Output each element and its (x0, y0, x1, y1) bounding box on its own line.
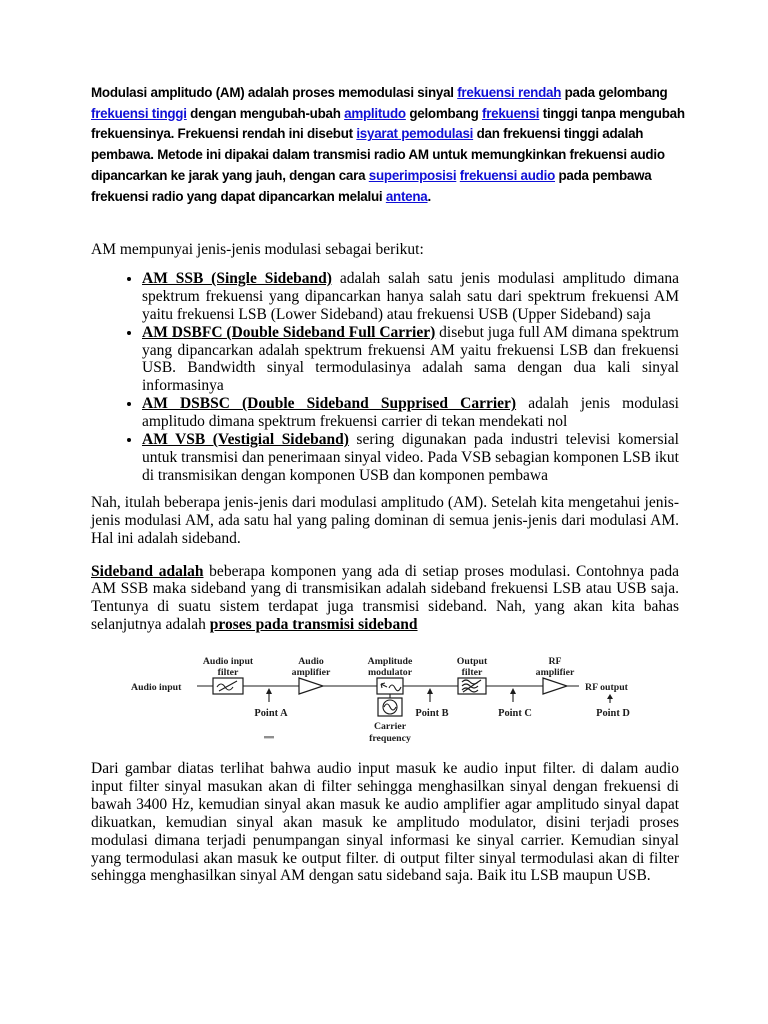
intro-text: pada pembawa frekuensi radio yang dapat dipancarkan melalui (91, 167, 652, 204)
point-d-label: Point D (596, 708, 630, 719)
point-c-label: Point C (498, 708, 532, 719)
paragraph-sideband (91, 563, 679, 635)
intro-text: dengan mengubah-ubah (186, 105, 345, 121)
block-label: Audio input (202, 656, 254, 667)
closing-paragraph: Dari gambar diatas terlihat bahwa audio input masuk ke audio input filter. di dalam audio input filter sinyal masukan akan di filter sehingga menghasilkan sinyal dengan frekuensi di bawah 3400 Hz, kemudian sinyal akan masuk ke audio amplifier agar amplitudo sinyal dapat dikuatkan, kemudian sinyal akan masuk ke amplitudo modulator, disini terjadi proses modulasi dimana terjadi penumpangan sinyal informasi ke sinyal carrier. Kemudian sinyal yang termodulasi akan masuk ke output filter. di output filter sinyal termodulasi akan di filter sehingga menghasilkan sinyal AM dengan satu sideband saja. Baik itu LSB maupun USB. (91, 760, 679, 885)
point-a-arrowhead (266, 688, 272, 694)
list-item-am-vsb (142, 431, 679, 485)
paragraph-summary: Nah, itulah beberapa jenis-jenis dari modulasi amplitudo (AM). Setelah kita mengetahui jenis-jenis modulasi AM, ada satu hal yang paling dominan di semua jenis-jenis dari modulasi AM. Hal ini adalah sideband. (91, 493, 679, 547)
modulation-type-list (91, 270, 679, 485)
carrier-label: frequency (369, 733, 411, 744)
scan-artifact-dash (264, 736, 274, 738)
rf-amplifier-triangle-icon (543, 678, 567, 694)
link-superimposisi[interactable]: superimposisi (368, 167, 457, 183)
audio-amplifier-triangle-icon (299, 678, 323, 694)
point-b-arrowhead (427, 688, 433, 694)
link-amplitudo[interactable]: amplitudo (344, 105, 406, 121)
block-label: filter (217, 667, 239, 678)
list-item-am-dsbsc (142, 395, 679, 431)
link-frekuensi-tinggi[interactable]: frekuensi tinggi (91, 105, 187, 121)
block-label: RF (548, 656, 562, 667)
sideband-middle: beberapa komponen yang ada di setiap proses modulasi. Contohnya pada AM SSB maka sideband yang di transmisikan adalah sideband frekuensi LSB atau USB saja. Tentunya di suatu sistem terdapat juga transmisi sideband. Nah, yang akan kita bahas selanjutnya adalah (91, 562, 680, 634)
list-item-am-dsbfc (142, 324, 679, 396)
list-item-title: AM VSB (Vestigial Sideband) (142, 431, 349, 449)
block-label: filter (461, 667, 483, 678)
block-label: Amplitude (367, 656, 413, 667)
intro-text: . (427, 188, 431, 204)
intro-text: pada gelombang (561, 85, 668, 100)
link-frekuensi-rendah[interactable]: frekuensi rendah (457, 85, 562, 100)
list-item-body: adalah jenis modulasi amplitudo dimana spektrum frekuensi carrier di tekan mendekati nol (142, 395, 679, 431)
link-frekuensi-audio[interactable]: frekuensi audio (459, 167, 556, 183)
block-label: amplifier (535, 667, 575, 678)
carrier-label: Carrier (373, 721, 407, 732)
list-item-title: AM DSBFC (Double Sideband Full Carrier) (142, 323, 436, 341)
sideband-transmission-diagram (123, 646, 668, 748)
sideband-lead: Sideband adalah (91, 562, 204, 580)
list-item-body: disebut juga full AM dimana spektrum yang dipancarkan adalah spektrum frekuensi AM yaitu frekuensi LSB dan frekuensi USB. Bandwidth sinyal termodulasinya adalah sama dengan dua kali sinyal informasinya (142, 323, 679, 395)
point-d-arrowhead (607, 694, 613, 699)
block-label: amplifier (291, 667, 331, 678)
block-label: modulator (367, 667, 413, 678)
point-a-label: Point A (254, 708, 288, 719)
intro-text: gelombang (405, 105, 482, 121)
body-section (91, 241, 679, 634)
point-b-label: Point B (415, 708, 449, 719)
point-c-arrowhead (510, 688, 516, 694)
list-item-body: adalah salah satu jenis modulasi amplitudo dimana spektrum frekuensi yang dipancarkan hanya salah satu dari spektrum frekuensi AM yaitu frekuensi LSB (Lower Sideband) atau frekuensi USB (Upper Sideband) saja (142, 269, 679, 323)
block-label: Output (456, 656, 488, 667)
audio-input-label: Audio input (131, 682, 182, 693)
intro-text: tinggi tanpa mengubah frekuensinya. Frekuensi rendah ini disebut (91, 105, 685, 142)
rf-output-label: RF output (585, 682, 628, 693)
intro-text: Modulasi amplitudo (AM) adalah proses memodulasi sinyal (91, 85, 458, 100)
list-item-title: AM DSBSC (Double Sideband Supprised Carrier) (142, 395, 517, 413)
link-isyarat-pemodulasi[interactable]: isyarat pemodulasi (356, 126, 474, 142)
link-frekuensi[interactable]: frekuensi (481, 105, 540, 121)
list-item-body: sering digunakan pada industri televisi komersial untuk transmisi dan penerimaan sinyal video. Pada VSB sebagian komponen LSB ikut di transmisikan dengan komponen USB dan komponen pembawa (142, 431, 679, 484)
link-antena[interactable]: antena (385, 188, 428, 204)
block-label: Audio (298, 656, 324, 667)
intro-paragraph (91, 83, 695, 207)
list-item-am-ssb (142, 270, 679, 324)
list-item-title: AM SSB (Single Sideband) (142, 269, 332, 287)
intro-text: dan frekuensi tinggi adalah pembawa. Metode ini dipakai dalam transmisi radio AM untuk memungkinkan frekuensi audio dipancarkan ke jarak yang jauh, dengan cara (91, 126, 665, 183)
sideband-tail: proses pada transmisi sideband (209, 616, 418, 634)
list-heading: AM mempunyai jenis-jenis modulasi sebagai berikut: (91, 241, 424, 258)
